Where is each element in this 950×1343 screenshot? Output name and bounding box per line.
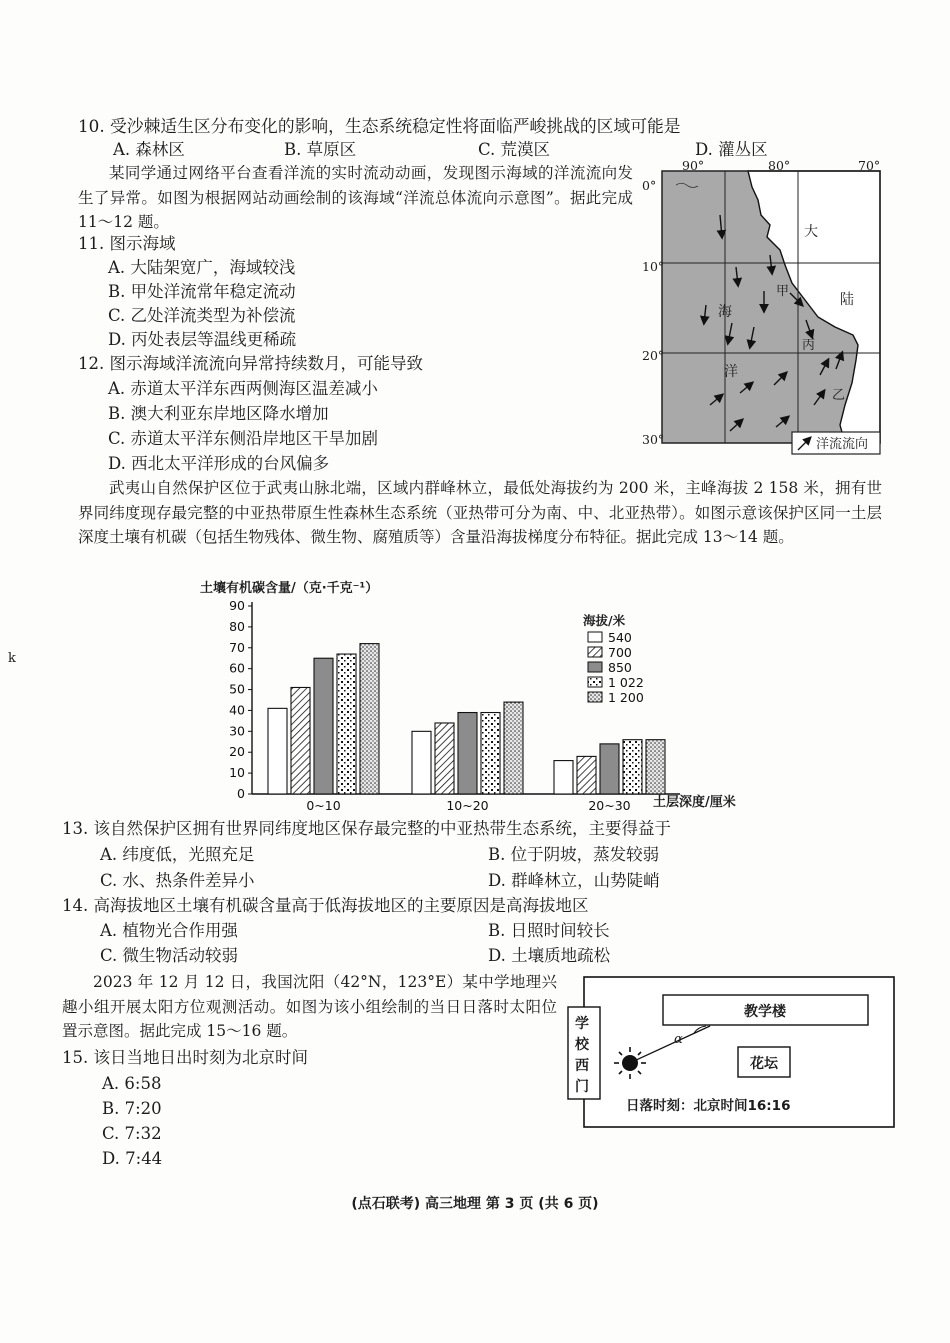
point-jia: 甲 bbox=[776, 284, 790, 299]
lat-label-20: 20° bbox=[642, 348, 665, 363]
q10-option-d: D. 灌丛区 bbox=[695, 140, 768, 159]
land-label-lu: 陆 bbox=[840, 292, 854, 308]
q13-option-a: A. 纬度低，光照充足 bbox=[100, 845, 255, 864]
x-tick-label: 20~30 bbox=[588, 798, 631, 813]
y-tick-label: 20 bbox=[229, 744, 245, 760]
bar-700-2 bbox=[577, 756, 596, 794]
q10-option-b: B. 草原区 bbox=[284, 140, 357, 159]
margin-mark: k bbox=[8, 651, 16, 666]
lat-label-0: 0° bbox=[642, 178, 657, 193]
legend-label: 1 022 bbox=[608, 675, 644, 690]
q12-option-a: A. 赤道太平洋东西两侧海区温差减小 bbox=[108, 379, 378, 398]
q10-stem: 10. 受沙棘适生区分布变化的影响，生态系统稳定性将面临严峻挑战的区域可能是 bbox=[78, 116, 681, 136]
x-tick-label: 10~20 bbox=[446, 798, 489, 813]
legend-label: 700 bbox=[608, 645, 632, 660]
sea-label-hai: 海 bbox=[718, 304, 732, 320]
chart-legend-title: 海拔/米 bbox=[583, 613, 626, 628]
q11-option-d: D. 丙处表层等温线更稀疏 bbox=[108, 330, 297, 349]
intro-11-12: 某同学通过网络平台查看洋流的实时流动动画，发现图示海域的洋流流向发生了异常。如图为根据网站动画绘制的该海域“洋流总体流向示意图”。据此完成 11～12 题。 bbox=[78, 164, 633, 231]
gate-char-3: 西 bbox=[575, 1058, 589, 1074]
y-tick-label: 60 bbox=[229, 660, 245, 676]
chart-ylabel: 土壤有机碳含量/（克·千克⁻¹） bbox=[200, 581, 379, 596]
bar-850-0 bbox=[314, 658, 333, 794]
bar-1022-2 bbox=[623, 740, 642, 794]
q15-option-c: C. 7:32 bbox=[102, 1124, 162, 1143]
page-footer: (点石联考) 高三地理 第 3 页 (共 6 页) bbox=[351, 1196, 599, 1212]
legend-swatch bbox=[588, 677, 602, 687]
q12-option-c: C. 赤道太平洋东侧沿岸地区干旱加剧 bbox=[108, 429, 379, 448]
q11-stem: 11. 图示海域 bbox=[78, 234, 176, 253]
bar-1022-0 bbox=[337, 654, 356, 794]
q14-option-b: B. 日照时间较长 bbox=[488, 921, 610, 940]
bar-540-0 bbox=[268, 708, 287, 794]
legend-label: 1 200 bbox=[608, 690, 644, 705]
intro-13-14: 武夷山自然保护区位于武夷山脉北端，区域内群峰林立，最低处海拔约为 200 米，主峰海拔 2 158 米，拥有世界同纬度现存最完整的中亚热带原生性森林生态系统（亚热带可分为南、中、北亚热带）。如图示意该保护区同一土层深度土壤有机碳（包括生物残体、微生物、腐殖质等）含量沿海拔梯度分布特征。据此完成 13～14 题。 bbox=[78, 479, 882, 546]
y-tick-label: 30 bbox=[229, 723, 245, 739]
q15-stem: 15. 该日当地日出时刻为北京时间 bbox=[62, 1048, 308, 1067]
q14-option-c: C. 微生物活动较弱 bbox=[100, 946, 239, 965]
y-tick-label: 10 bbox=[229, 765, 245, 781]
q14-option-d: D. 土壤质地疏松 bbox=[488, 946, 611, 965]
bar-540-1 bbox=[412, 731, 431, 794]
legend-swatch bbox=[588, 692, 602, 702]
lon-label-80: 80° bbox=[768, 158, 791, 173]
point-bing: 丙 bbox=[802, 338, 816, 353]
soil-carbon-chart bbox=[190, 578, 760, 813]
point-yi: 乙 bbox=[832, 388, 846, 403]
sea-label-yang: 洋 bbox=[724, 364, 738, 380]
q10-option-c: C. 荒漠区 bbox=[478, 140, 551, 159]
q14-stem: 14. 高海拔地区土壤有机碳含量高于低海拔地区的主要原因是高海拔地区 bbox=[62, 896, 589, 915]
q12-option-b: B. 澳大利亚东岸地区降水增加 bbox=[108, 404, 329, 423]
legend-label: 洋流流向 bbox=[816, 437, 869, 452]
q15-option-a: A. 6:58 bbox=[102, 1074, 162, 1093]
q14-option-a: A. 植物光合作用强 bbox=[100, 921, 238, 940]
q12-stem: 12. 图示海域洋流流向异常持续数月，可能导致 bbox=[78, 354, 423, 373]
bar-850-1 bbox=[458, 713, 477, 794]
gate-char-4: 门 bbox=[575, 1079, 589, 1095]
gate-char-1: 学 bbox=[575, 1016, 589, 1032]
legend-swatch bbox=[588, 632, 602, 642]
legend-label: 540 bbox=[608, 630, 632, 645]
sunset-caption: 日落时刻：北京时间16:16 bbox=[626, 1098, 791, 1114]
q13-stem: 13. 该自然保护区拥有世界同纬度地区保存最完整的中亚热带生态系统，主要得益于 bbox=[62, 819, 671, 838]
angle-label: α bbox=[674, 1032, 683, 1047]
x-tick-label: 0~10 bbox=[306, 798, 341, 813]
chart-svg bbox=[190, 578, 760, 813]
legend-swatch bbox=[588, 647, 602, 657]
q13-option-d: D. 群峰林立，山势陡峭 bbox=[488, 871, 660, 890]
y-tick-label: 0 bbox=[237, 786, 245, 801]
bar-850-2 bbox=[600, 744, 619, 794]
intro-15-16: 2023 年 12 月 12 日，我国沈阳（42°N，123°E）某中学地理兴趣小组开展太阳方位观测活动。如图为该小组绘制的当日日落时太阳位置示意图。据此完成 15～16 题。 bbox=[62, 973, 557, 1040]
q12-option-d: D. 西北太平洋形成的台风偏多 bbox=[108, 454, 330, 473]
y-tick-label: 50 bbox=[229, 681, 245, 697]
y-tick-label: 70 bbox=[229, 639, 245, 655]
y-tick-label: 40 bbox=[229, 702, 245, 718]
flowerbed-label: 花坛 bbox=[750, 1056, 778, 1072]
y-tick-label: 90 bbox=[229, 598, 245, 613]
q11-option-c: C. 乙处洋流类型为补偿流 bbox=[108, 306, 296, 325]
lat-label-10: 10° bbox=[642, 259, 665, 274]
bar-1200-0 bbox=[360, 644, 379, 794]
q15-option-d: D. 7:44 bbox=[102, 1149, 163, 1168]
y-tick-label: 80 bbox=[229, 618, 245, 634]
bar-1200-2 bbox=[646, 740, 665, 794]
building-label: 教学楼 bbox=[744, 1004, 786, 1020]
bar-540-2 bbox=[554, 761, 573, 794]
bar-700-0 bbox=[291, 687, 310, 794]
lon-label-70: 70° bbox=[858, 158, 881, 173]
bar-1022-1 bbox=[481, 713, 500, 794]
q10-option-a: A. 森林区 bbox=[113, 140, 185, 159]
sunset-position-figure bbox=[558, 973, 908, 1133]
bar-700-1 bbox=[435, 723, 454, 794]
q13-option-b: B. 位于阴坡，蒸发较弱 bbox=[488, 845, 660, 864]
ocean-current-map bbox=[640, 155, 890, 460]
chart-xlabel: 土层深度/厘米 bbox=[653, 795, 736, 810]
q15-option-b: B. 7:20 bbox=[102, 1099, 162, 1118]
lat-label-30: 30° bbox=[642, 432, 665, 447]
q11-option-a: A. 大陆架宽广，海域较浅 bbox=[108, 258, 296, 277]
lon-label-90: 90° bbox=[682, 158, 705, 173]
q11-option-b: B. 甲处洋流常年稳定流动 bbox=[108, 282, 296, 301]
bar-1200-1 bbox=[504, 702, 523, 794]
q13-option-c: C. 水、热条件差异小 bbox=[100, 871, 255, 890]
legend-swatch bbox=[588, 662, 602, 672]
legend-label: 850 bbox=[608, 660, 632, 675]
land-label-da: 大 bbox=[804, 224, 818, 240]
gate-char-2: 校 bbox=[575, 1037, 589, 1053]
